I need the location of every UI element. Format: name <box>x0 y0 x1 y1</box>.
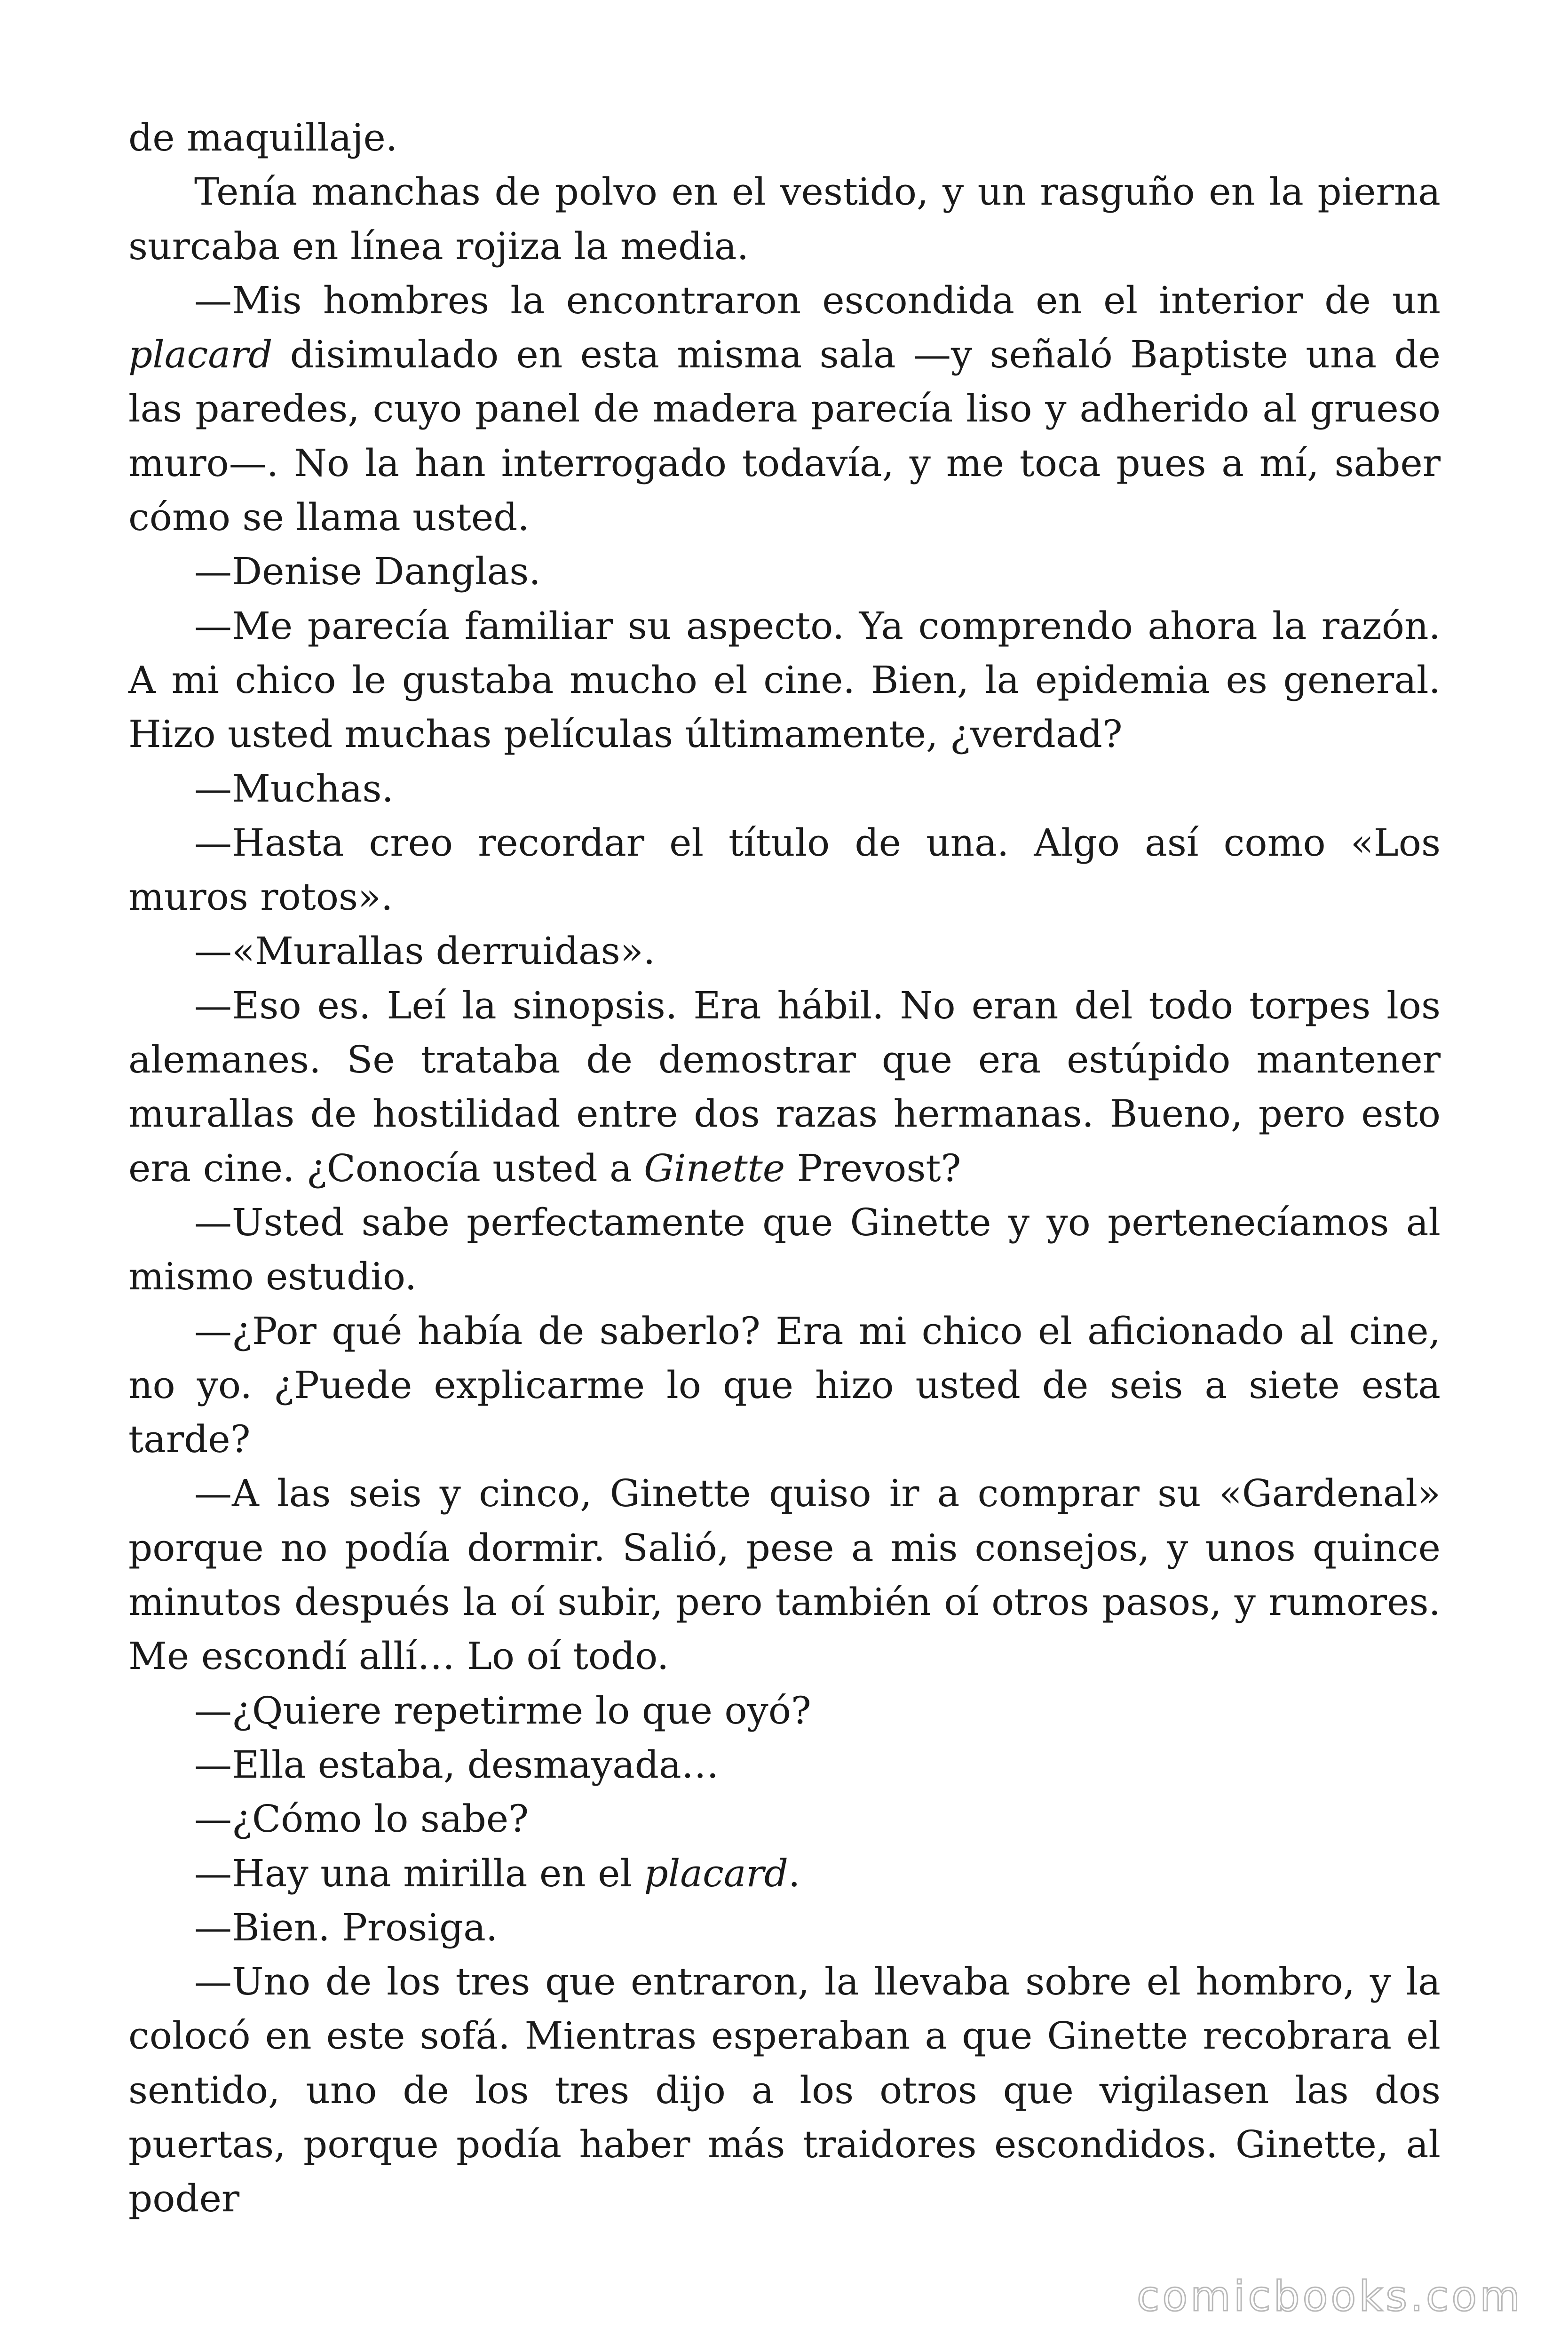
text-run: —Mis hombres la encontraron escondida en el interior de un <box>194 278 1441 322</box>
paragraph <box>128 165 1441 273</box>
text-run: —¿Por qué había de saberlo? Era mi chico el aficionado al cine, no yo. ¿Puede explicarme lo que hizo usted de seis a siete esta tarde? <box>128 1309 1441 1462</box>
text-run: Prevost? <box>785 1146 961 1190</box>
body-text <box>128 111 1441 2226</box>
text-run: —Bien. Prosiga. <box>194 1905 498 1949</box>
paragraph <box>128 1792 1441 1846</box>
text-run: —Muchas. <box>194 766 394 810</box>
text-run: —¿Cómo lo sabe? <box>194 1797 529 1841</box>
text-run: —Uno de los tres que entraron, la llevaba sobre el hombro, y la colocó en este sofá. Mientras esperaban a que Ginette recobrara el sentido, uno de los tres dijo a los otros que vigilasen las dos puertas, porque podía haber más traidores escondidos. Ginette, al poder <box>128 1960 1441 2221</box>
watermark: comicbooks.com <box>1136 2272 1523 2320</box>
paragraph <box>128 1955 1441 2225</box>
paragraph <box>128 762 1441 816</box>
text-run: de maquillaje. <box>128 116 398 159</box>
text-run: —Eso es. Leí la sinopsis. Era hábil. No eran del todo torpes los alemanes. Se trataba de demostrar que era estúpido mantener murallas de hostilidad entre dos razas hermanas. Bueno, pero esto era cine. ¿Conocía usted a <box>128 983 1441 1190</box>
paragraph <box>128 1846 1441 1900</box>
text-run: —Denise Danglas. <box>194 549 541 594</box>
text-run: —¿Quiere repetirme lo que oyó? <box>194 1688 811 1732</box>
paragraph <box>128 1900 1441 1955</box>
text-run: Tenía manchas de polvo en el vestido, y un rasguño en la pierna surcaba en línea rojiza la media. <box>128 170 1441 268</box>
text-run: —Me parecía familiar su aspecto. Ya comprendo ahora la razón. A mi chico le gustaba mucho el cine. Bien, la epidemia es general. Hizo usted muchas películas últimamente, ¿verdad? <box>128 604 1441 756</box>
paragraph <box>128 924 1441 978</box>
paragraph <box>128 1195 1441 1304</box>
paragraph <box>128 1684 1441 1738</box>
paragraph <box>128 111 1441 165</box>
text-run: —Hasta creo recordar el título de una. Algo así como «Los muros rotos». <box>128 820 1441 919</box>
text-run: —Ella estaba, desmayada… <box>194 1742 719 1787</box>
text-run: —A las seis y cinco, Ginette quiso ir a comprar su «Gardenal» porque no podía dormir. Salió, pese a mis consejos, y unos quince minutos después la oí subir, pero también oí otros pasos, y rumores. Me escondí allí… Lo oí todo. <box>128 1471 1441 1678</box>
paragraph <box>128 1304 1441 1467</box>
text-run: —«Murallas derruidas». <box>194 929 656 973</box>
text-run: disimulado en esta misma sala —y señaló Baptiste una de las paredes, cuyo panel de madera parecía liso y adherido al grueso muro—. No la han interrogado todavía, y me toca pues a mí, saber cómo se llama usted. <box>128 333 1441 540</box>
paragraph <box>128 1738 1441 1792</box>
paragraph <box>128 816 1441 924</box>
text-run: —Usted sabe perfectamente que Ginette y yo pertenecíamos al mismo estudio. <box>128 1200 1441 1299</box>
italic-text: Ginette <box>644 1146 785 1190</box>
paragraph <box>128 273 1441 544</box>
text-run: . <box>788 1851 800 1895</box>
text-run: —Hay una mirilla en el <box>194 1851 644 1895</box>
paragraph <box>128 544 1441 598</box>
paragraph <box>128 978 1441 1195</box>
italic-text: placard <box>128 333 273 377</box>
paragraph <box>128 1466 1441 1683</box>
italic-text: placard <box>644 1851 788 1895</box>
paragraph <box>128 599 1441 762</box>
